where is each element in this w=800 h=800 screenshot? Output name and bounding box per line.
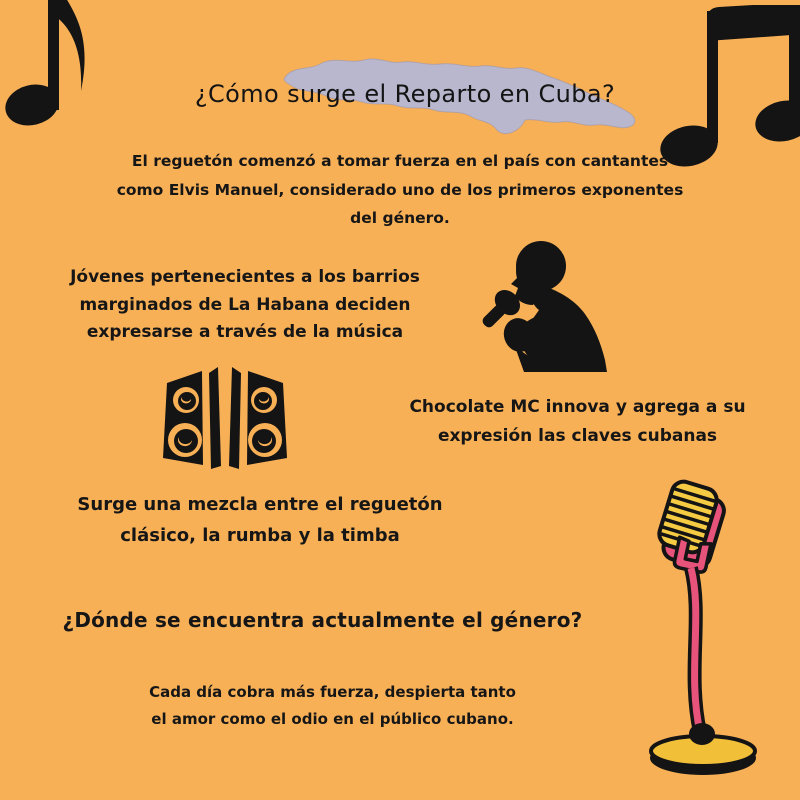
text-line: Chocolate MC innova y agrega a su [409, 397, 746, 417]
page-title: ¿Cómo surge el Reparto en Cuba? [194, 80, 616, 108]
text-line: expresión las claves cubanas [437, 426, 718, 446]
text-line: Cada día cobra más fuerza, despierta tanto [149, 683, 516, 701]
text-line: ¿Dónde se encuentra actualmente el género? [62, 608, 583, 632]
text-line: como Elvis Manuel, considerado uno de los primeros exponentes [116, 180, 684, 199]
vintage-microphone-illustration [646, 468, 764, 780]
text-line: clásico, la rumba y la timba [120, 525, 400, 546]
fact-surge-text [55, 489, 465, 551]
answer-text [120, 679, 545, 733]
question-heading [40, 607, 605, 633]
text-line: El reguetón comenzó a tomar fuerza en el país con cantantes [131, 152, 669, 170]
intro-text [90, 147, 710, 233]
text-line: del género. [350, 209, 450, 227]
fact-jovenes-text [40, 264, 450, 347]
text-line: el amor como el odio en el público cubano. [151, 710, 514, 728]
eighth-note-icon [2, 0, 96, 137]
text-line: Jóvenes pertenecientes a los barrios [70, 267, 420, 287]
text-line: Surge una mezcla entre el reguetón [77, 494, 443, 515]
text-line: expresarse a través de la música [86, 322, 404, 342]
text-line: marginados de La Habana deciden [79, 294, 411, 315]
fact-chocolate-text [385, 393, 770, 451]
speakers-illustration [160, 366, 290, 470]
singer-silhouette-illustration [480, 240, 615, 372]
